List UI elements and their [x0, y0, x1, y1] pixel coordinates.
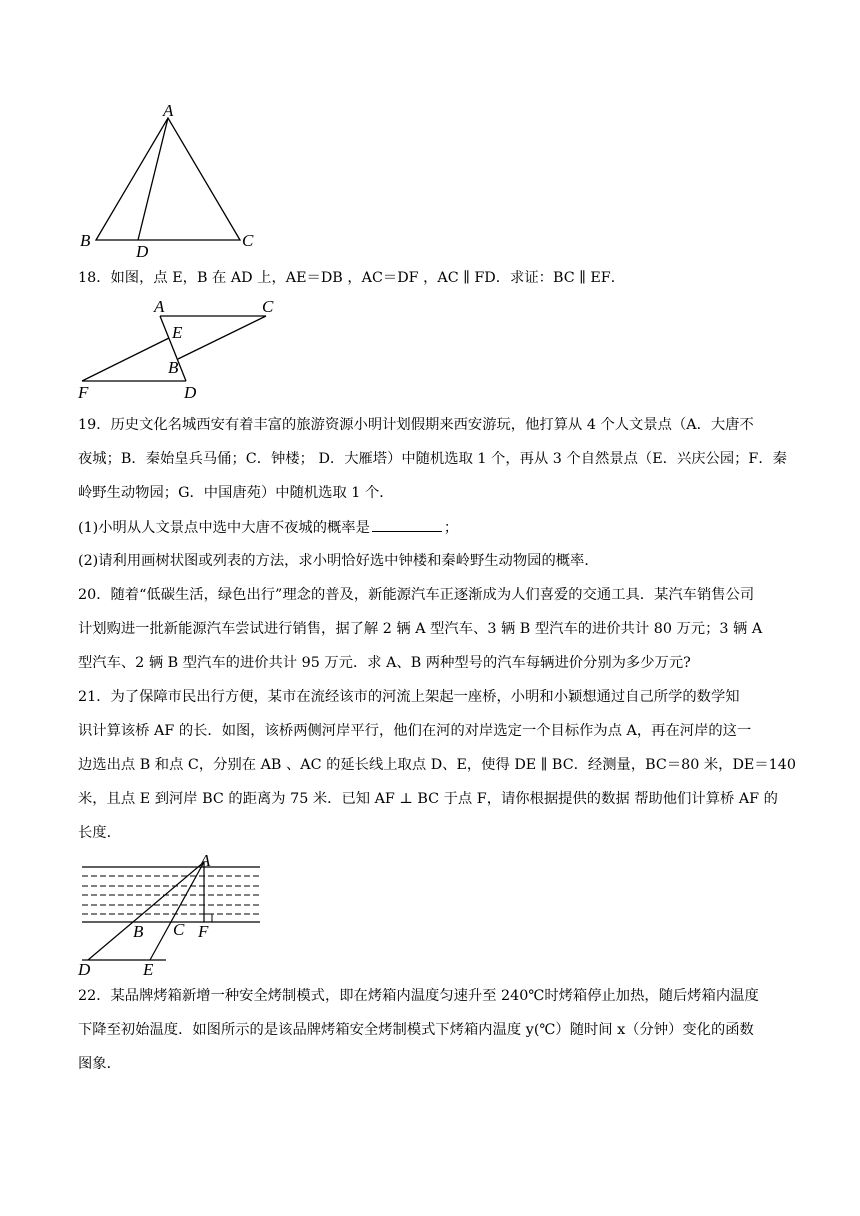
label-c: C — [262, 297, 274, 316]
label-a: A — [154, 297, 165, 316]
label-e: E — [143, 960, 154, 979]
q18-text: 18．如图，点 E，B 在 AD 上，AE＝DB ，AC＝DF ，AC ∥ FD．求证：BC ∥ EF． — [78, 270, 626, 286]
q19-part-1 — [78, 517, 798, 538]
label-d: D — [78, 960, 91, 979]
segment-cb — [178, 316, 266, 359]
q20-line-3: 型汽车、2 辆 B 型汽车的进价共计 95 万元．求 A、B 两种型号的汽车每辆进价分别为多少万元? — [78, 655, 691, 671]
segment-ad — [88, 862, 204, 960]
label-c: C — [242, 231, 254, 250]
q19-part-2: (2)请利用画树状图或列表的方法，求小明恰好选中钟楼和秦岭野生动物园的概率． — [78, 553, 599, 569]
q18-figure — [76, 296, 276, 406]
label-d: D — [136, 242, 149, 261]
q21-line-5: 长度． — [78, 825, 121, 841]
q19-line-3: 岭野生动物园；G．中国唐苑）中随机选取 1 个． — [78, 485, 394, 501]
q22-line-3: 图象． — [78, 1056, 121, 1072]
q21-line-4: 米，且点 E 到河岸 BC 的距离为 75 米．已知 AF ⊥ BC 于点 F，请你根据提供的数据 帮助他们计算桥 AF 的 — [78, 791, 778, 807]
q21-line-1: 21．为了保障市民出行方便，某市在流经该市的河流上架起一座桥，小明和小颖想通过自己所学的数学知 — [78, 689, 740, 705]
label-f: F — [198, 922, 209, 941]
triangle-abc — [96, 118, 240, 240]
q19-part-1-text: (1)小明从人文景点中选中大唐不夜城的概率是 — [78, 520, 370, 536]
answer-blank[interactable] — [372, 517, 442, 532]
triangle-abd-figure — [70, 100, 270, 260]
label-a: A — [163, 101, 174, 120]
q19-part-1-end: ； — [443, 520, 459, 536]
label-c: C — [173, 920, 185, 939]
bridge-figure — [74, 848, 274, 980]
label-e: E — [172, 323, 183, 342]
segment-ae — [150, 862, 204, 960]
q22-line-2: 下降至初始温度．如图所示的是该品牌烤箱安全烤制模式下烤箱内温度 y(℃）随时间 x（分钟）变化的函数 — [78, 1022, 754, 1038]
q19-line-1: 19．历史文化名城西安有着丰富的旅游资源小明计划假期来西安游玩，他打算从 4 个人文景点（A．大唐不 — [78, 417, 754, 433]
q20-line-2: 计划购进一批新能源汽车尝试进行销售，据了解 2 辆 A 型汽车、3 辆 B 型汽车的进价共计 80 万元；3 辆 A — [78, 621, 763, 637]
q21-line-3: 边选出点 B 和点 C，分别在 AB 、AC 的延长线上取点 D、E，使得 DE ∥ BC．经测量，BC＝80 米，DE＝140 — [78, 757, 796, 773]
q19-line-2: 夜城；B．秦始皇兵马俑；C．钟楼； D．大雁塔）中随机选取 1 个，再从 3 个自然景点（E．兴庆公园；F．秦 — [78, 451, 787, 467]
q21-line-2: 识计算该桥 AF 的长．如图，该桥两侧河岸平行，他们在河的对岸选定一个目标作为点 A，再在河岸的这一 — [78, 723, 752, 739]
label-a: A — [200, 851, 211, 870]
q20-line-1: 20．随着“低碳生活，绿色出行”理念的普及，新能源汽车正逐渐成为人们喜爱的交通工具．某汽车销售公司 — [78, 587, 755, 603]
label-b: B — [133, 922, 144, 941]
q22-line-1: 22．某品牌烤箱新增一种安全烤制模式，即在烤箱内温度匀速升至 240℃时烤箱停止加热，随后烤箱内温度 — [78, 988, 759, 1004]
label-d: D — [184, 383, 197, 402]
label-b: B — [80, 231, 91, 250]
label-b: B — [168, 358, 179, 377]
segment-fe — [82, 338, 169, 381]
label-f: F — [78, 383, 89, 402]
river-bank-far — [82, 867, 260, 922]
right-angle-mark — [204, 914, 212, 922]
segment-ad — [138, 118, 168, 240]
